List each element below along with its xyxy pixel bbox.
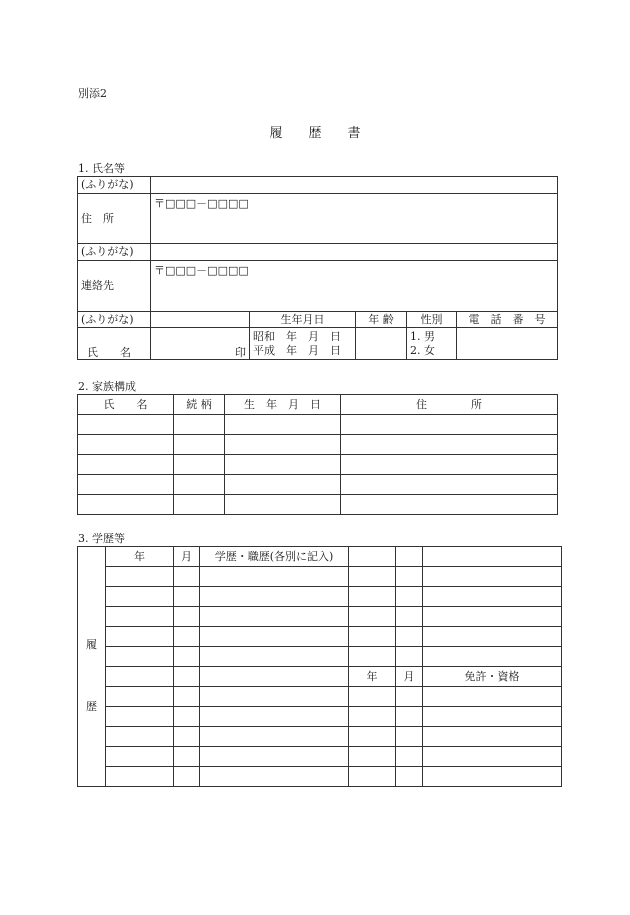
family-cell[interactable]	[174, 495, 225, 515]
family-header-birthdate: 生 年 月 日	[225, 395, 341, 415]
family-cell[interactable]	[78, 495, 174, 515]
history-cell[interactable]	[174, 647, 200, 667]
table-row	[78, 627, 562, 647]
table-row	[78, 767, 562, 787]
family-cell[interactable]	[341, 435, 558, 455]
attachment-label: 別添2	[78, 87, 107, 100]
history-cell[interactable]	[174, 607, 200, 627]
history-cell[interactable]	[200, 767, 349, 787]
personal-info-table	[77, 176, 558, 360]
table-row	[78, 455, 558, 475]
gender-header: 性別	[407, 312, 457, 328]
history-cell[interactable]	[349, 587, 396, 607]
history-cell[interactable]	[200, 627, 349, 647]
family-cell[interactable]	[78, 475, 174, 495]
name-label: 氏 名	[78, 328, 151, 360]
furigana-label: (ふりがな)	[78, 177, 151, 194]
history-cell[interactable]	[423, 567, 562, 587]
history-side-label: 履 歴	[78, 547, 106, 787]
history-cell[interactable]	[174, 727, 200, 747]
contact-field[interactable]	[151, 261, 558, 312]
history-header-year: 年	[106, 547, 174, 567]
family-header-name: 氏 名	[78, 395, 174, 415]
history-cell[interactable]	[200, 647, 349, 667]
history-cell[interactable]	[423, 627, 562, 647]
table-row	[78, 707, 562, 727]
section1-heading: 1. 氏名等	[78, 162, 125, 175]
history-cell[interactable]	[396, 627, 423, 647]
history-cell[interactable]	[396, 567, 423, 587]
table-row	[78, 647, 562, 667]
contact-label: 連絡先	[78, 261, 151, 312]
family-cell[interactable]	[78, 415, 174, 435]
history-cell[interactable]	[200, 687, 349, 707]
history-cell[interactable]	[106, 727, 174, 747]
license-cell[interactable]	[349, 747, 396, 767]
age-header: 年 齢	[356, 312, 407, 328]
address-field[interactable]	[151, 194, 558, 244]
history-cell[interactable]	[106, 627, 174, 647]
license-cell[interactable]	[423, 747, 562, 767]
family-cell[interactable]	[225, 415, 341, 435]
family-cell[interactable]	[174, 475, 225, 495]
license-cell[interactable]	[423, 767, 562, 787]
history-table	[77, 546, 562, 787]
table-row	[78, 607, 562, 627]
table-row	[78, 747, 562, 767]
family-header-relation: 続 柄	[174, 395, 225, 415]
phone-field[interactable]	[457, 328, 558, 360]
history-cell[interactable]	[423, 587, 562, 607]
table-row	[78, 687, 562, 707]
history-cell[interactable]	[106, 707, 174, 727]
history-cell[interactable]	[349, 607, 396, 627]
family-cell[interactable]	[225, 435, 341, 455]
table-row	[78, 495, 558, 515]
license-cell[interactable]	[349, 767, 396, 787]
license-header-month: 月	[396, 667, 423, 687]
license-cell[interactable]	[423, 687, 562, 707]
license-cell[interactable]	[396, 767, 423, 787]
contact-postal-code: 〒□□□－□□□□	[154, 264, 249, 277]
name-furigana-label: (ふりがな)	[78, 312, 151, 328]
license-cell[interactable]	[423, 707, 562, 727]
history-cell[interactable]	[106, 647, 174, 667]
table-row	[78, 415, 558, 435]
history-cell[interactable]	[200, 707, 349, 727]
history-cell[interactable]	[106, 667, 174, 687]
history-cell[interactable]	[174, 627, 200, 647]
history-cell[interactable]	[174, 767, 200, 787]
history-cell[interactable]	[423, 607, 562, 627]
family-cell[interactable]	[341, 495, 558, 515]
history-cell[interactable]	[200, 607, 349, 627]
page-title: 履 歴 書	[269, 126, 361, 141]
family-cell[interactable]	[341, 475, 558, 495]
address-label: 住 所	[78, 194, 151, 244]
contact-furigana-label: (ふりがな)	[78, 244, 151, 261]
history-header-month: 月	[174, 547, 200, 567]
history-cell[interactable]	[396, 607, 423, 627]
history-cell[interactable]	[200, 747, 349, 767]
seal-label: 印	[235, 345, 246, 359]
section3-heading: 3. 学歴等	[78, 532, 125, 545]
table-row	[78, 435, 558, 455]
history-cell[interactable]	[423, 647, 562, 667]
history-cell[interactable]	[106, 607, 174, 627]
family-cell[interactable]	[225, 495, 341, 515]
family-cell[interactable]	[341, 415, 558, 435]
license-cell[interactable]	[423, 727, 562, 747]
license-cell[interactable]	[349, 707, 396, 727]
license-header-name: 免許・資格	[423, 667, 562, 687]
section2-heading: 2. 家族構成	[78, 380, 136, 393]
license-cell[interactable]	[349, 687, 396, 707]
gender-field[interactable]: 1. 男 2. 女	[407, 328, 457, 360]
family-table	[77, 394, 558, 515]
table-row	[78, 727, 562, 747]
furigana-input[interactable]	[151, 177, 558, 194]
family-cell[interactable]	[174, 415, 225, 435]
history-cell[interactable]	[106, 567, 174, 587]
phone-header: 電 話 番 号	[457, 312, 558, 328]
history-cell[interactable]	[200, 567, 349, 587]
history-cell[interactable]	[396, 647, 423, 667]
contact-furigana-input[interactable]	[151, 244, 558, 261]
family-cell[interactable]	[78, 435, 174, 455]
history-cell[interactable]	[106, 587, 174, 607]
history-cell[interactable]	[174, 667, 200, 687]
license-cell[interactable]	[396, 707, 423, 727]
history-cell[interactable]	[396, 547, 423, 567]
history-cell[interactable]	[174, 567, 200, 587]
age-field[interactable]	[356, 328, 407, 360]
family-cell[interactable]	[341, 455, 558, 475]
name-input[interactable]	[151, 328, 250, 360]
license-cell[interactable]	[396, 687, 423, 707]
history-cell[interactable]	[423, 547, 562, 567]
history-cell[interactable]	[106, 767, 174, 787]
birthdate-header: 生年月日	[250, 312, 356, 328]
family-cell[interactable]	[78, 455, 174, 475]
history-cell[interactable]	[349, 547, 396, 567]
family-cell[interactable]	[174, 455, 225, 475]
table-row	[78, 587, 562, 607]
family-header-address: 住 所	[341, 395, 558, 415]
history-cell[interactable]	[349, 567, 396, 587]
license-cell[interactable]	[396, 747, 423, 767]
history-cell[interactable]	[106, 687, 174, 707]
family-cell[interactable]	[225, 455, 341, 475]
table-row	[78, 475, 558, 495]
license-cell[interactable]	[349, 727, 396, 747]
history-cell[interactable]	[396, 587, 423, 607]
history-cell[interactable]	[349, 627, 396, 647]
history-cell[interactable]	[349, 647, 396, 667]
history-header-education: 学歴・職歴(各別に記入)	[200, 547, 349, 567]
license-cell[interactable]	[396, 727, 423, 747]
history-cell[interactable]	[200, 667, 349, 687]
history-cell[interactable]	[106, 747, 174, 767]
history-cell[interactable]	[174, 587, 200, 607]
history-cell[interactable]	[174, 747, 200, 767]
family-cell[interactable]	[225, 475, 341, 495]
table-row	[78, 567, 562, 587]
history-cell[interactable]	[174, 687, 200, 707]
history-cell[interactable]	[200, 587, 349, 607]
family-cell[interactable]	[174, 435, 225, 455]
name-furigana-input[interactable]	[151, 312, 250, 328]
birthdate-field[interactable]: 昭和 年 月 日 平成 年 月 日	[250, 328, 356, 360]
history-cell[interactable]	[174, 707, 200, 727]
license-header-year: 年	[349, 667, 396, 687]
postal-code: 〒□□□－□□□□	[154, 197, 249, 210]
history-cell[interactable]	[200, 727, 349, 747]
